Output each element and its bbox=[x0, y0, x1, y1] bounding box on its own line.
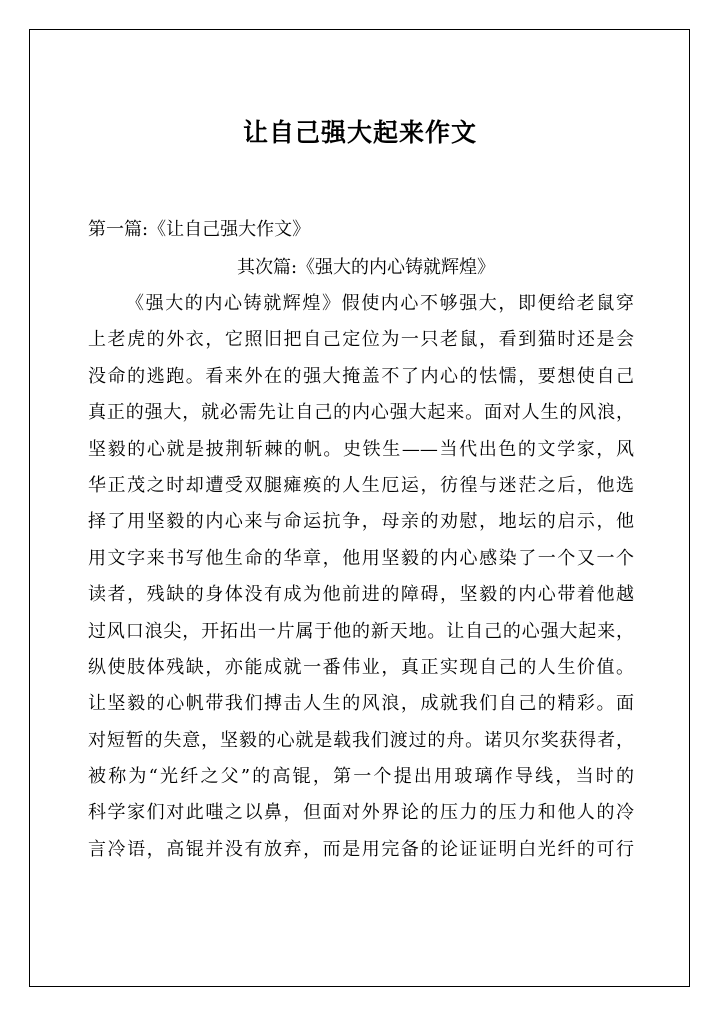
body-line: 上老虎的外衣，它照旧把自己定位为一只老鼠，看到猫时还是会 bbox=[88, 329, 634, 351]
body-line: 过风口浪尖，开拓出一片属于他的新天地。让自己的心强大起来， bbox=[88, 620, 634, 642]
sub-heading: 其次篇:《强大的内心铸就辉煌》 bbox=[236, 257, 496, 278]
body-line: 让坚毅的心帆带我们搏击人生的风浪，成就我们自己的精彩。面 bbox=[88, 693, 634, 715]
body-line: 真正的强大，就必需先让自己的内心强大起来。面对人生的风浪， bbox=[88, 402, 634, 424]
body-line: 华正茂之时却遭受双腿瘫痪的人生厄运，彷徨与迷茫之后，他选 bbox=[88, 474, 634, 496]
body-line: 纵使肢体残缺，亦能成就一番伟业，真正实现自己的人生价值。 bbox=[88, 656, 634, 678]
section-heading: 第一篇:《让自己强大作文》 bbox=[88, 219, 311, 240]
body-line: 择了用坚毅的内心来与命运抗争，母亲的劝慰，地坛的启示，他 bbox=[88, 511, 634, 533]
body-line: 坚毅的心就是披荆斩棘的帆。史铁生——当代出色的文学家，风 bbox=[88, 438, 634, 460]
document-title: 让自己强大起来作文 bbox=[242, 118, 477, 147]
body-line: 没命的逃跑。看来外在的强大掩盖不了内心的怯懦，要想使自己 bbox=[88, 365, 634, 387]
body-text bbox=[88, 286, 634, 868]
body-line: 科学家们对此嗤之以鼻，但面对外界论的压力的压力和他人的冷 bbox=[88, 802, 634, 824]
body-line: 用文字来书写他生命的华章，他用坚毅的内心感染了一个又一个 bbox=[88, 547, 634, 569]
body-line: 被称为“光纤之父”的高锟，第一个提出用玻璃作导线，当时的 bbox=[88, 766, 634, 788]
body-line: 《强大的内心铸就辉煌》假使内心不够强大，即便给老鼠穿 bbox=[126, 293, 634, 314]
body-line: 读者，残缺的身体没有成为他前进的障碍，坚毅的内心带着他越 bbox=[88, 584, 634, 606]
body-line: 言冷语，高锟并没有放弃，而是用完备的论证证明白光纤的可行 bbox=[88, 838, 634, 860]
body-line: 对短暂的失意，坚毅的心就是载我们渡过的舟。诺贝尔奖获得者， bbox=[88, 729, 634, 751]
